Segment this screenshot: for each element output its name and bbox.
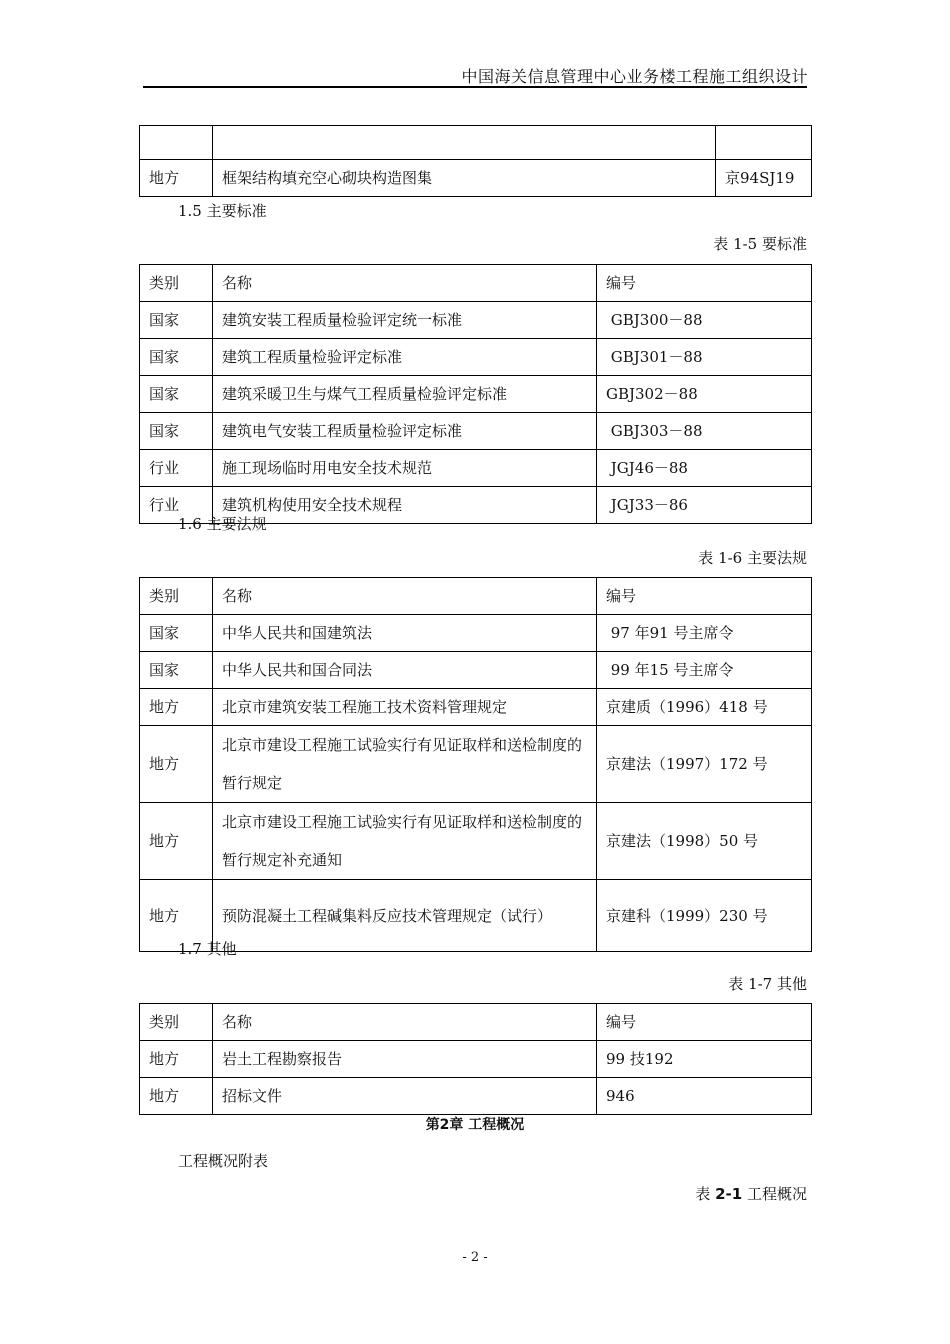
table-cell: 建筑工程质量检验评定标准 (213, 339, 597, 376)
table-row (140, 376, 812, 413)
column-header: 名称 (213, 265, 597, 302)
table-cell: 北京市建设工程施工试验实行有见证取样和送检制度的暂行规定 (213, 726, 597, 803)
column-header: 编号 (597, 1004, 812, 1041)
table-cell: 国家 (140, 376, 213, 413)
table-row (140, 413, 812, 450)
table-cell: 京建科（1999）230 号 (597, 880, 812, 952)
table-cell: GBJ301－88 (597, 339, 812, 376)
table-row (140, 302, 812, 339)
table-cell: 国家 (140, 302, 213, 339)
table-cell: 建筑安装工程质量检验评定统一标准 (213, 302, 597, 339)
section-heading-1-5: 1.5 主要标准 (178, 202, 267, 220)
table-cell: 建筑电气安装工程质量检验评定标准 (213, 413, 597, 450)
table-cell: 国家 (140, 652, 213, 689)
table-cell: 地方 (140, 880, 213, 952)
table-cell: 99 技192 (597, 1041, 812, 1078)
table-caption-1-6: 表 1-6 主要法规 (698, 549, 807, 567)
column-header: 名称 (213, 1004, 597, 1041)
table-cell: 预防混凝土工程碱集料反应技术管理规定（试行） (213, 880, 597, 952)
table-cell: JGJ33－86 (597, 487, 812, 524)
table-cell: 建筑机构使用安全技术规程 (213, 487, 597, 524)
chapter-subtitle: 工程概况附表 (178, 1152, 269, 1170)
table-row (140, 652, 812, 689)
table-1-6 (139, 577, 812, 952)
table-cell: GBJ303－88 (597, 413, 812, 450)
table-cell: 地方 (140, 726, 213, 803)
table-row (140, 160, 812, 197)
column-header: 名称 (213, 578, 597, 615)
table-cell: 京建法（1997）172 号 (597, 726, 812, 803)
table-cell: 框架结构填充空心砌块构造图集 (213, 160, 716, 197)
page-header-title: 中国海关信息管理中心业务楼工程施工组织设计 (461, 67, 808, 86)
table-row (140, 615, 812, 652)
table-caption-2-1 (695, 1183, 807, 1204)
table-cell: 招标文件 (213, 1078, 597, 1115)
table-cell: 中华人民共和国合同法 (213, 652, 597, 689)
table-caption-1-5: 表 1-5 要标准 (713, 235, 807, 253)
table-cell (140, 126, 213, 160)
table-row (140, 1078, 812, 1115)
table-1-7 (139, 1003, 812, 1115)
column-header: 类别 (140, 265, 213, 302)
table-row (140, 880, 812, 952)
table-cell: 京94SJ19 (716, 160, 812, 197)
table-cell: 岩土工程勘察报告 (213, 1041, 597, 1078)
column-header: 编号 (597, 265, 812, 302)
table-cell: 99 年15 号主席令 (597, 652, 812, 689)
table-row (140, 803, 812, 880)
section-heading-1-7: 1.7 其他 (178, 940, 237, 958)
page-number: - 2 - (462, 1250, 488, 1265)
table-row (140, 1041, 812, 1078)
table-cell: 行业 (140, 450, 213, 487)
table-cell: 京建法（1998）50 号 (597, 803, 812, 880)
table-cell: 北京市建设工程施工试验实行有见证取样和送检制度的暂行规定补充通知 (213, 803, 597, 880)
caption-suffix: 工程概况 (742, 1185, 807, 1203)
table-cell: 地方 (140, 1041, 213, 1078)
table-cell: 建筑采暖卫生与煤气工程质量检验评定标准 (213, 376, 597, 413)
table-row (140, 726, 812, 803)
table-row (140, 689, 812, 726)
table-cell: 国家 (140, 339, 213, 376)
table-1-5 (139, 264, 812, 524)
table-cell: 地方 (140, 803, 213, 880)
table-cell: 国家 (140, 615, 213, 652)
table-row (140, 339, 812, 376)
table-cell: 行业 (140, 487, 213, 524)
chapter-title: 第2章 工程概况 (425, 1117, 525, 1133)
table-cell: 北京市建筑安装工程施工技术资料管理规定 (213, 689, 597, 726)
column-header: 类别 (140, 1004, 213, 1041)
table-cell: 地方 (140, 689, 213, 726)
table-cell: 97 年91 号主席令 (597, 615, 812, 652)
table-header-row (140, 265, 812, 302)
table-cell (716, 126, 812, 160)
header-rule (143, 86, 807, 88)
table-cell: 国家 (140, 413, 213, 450)
column-header: 类别 (140, 578, 213, 615)
table-row (140, 126, 812, 160)
table-row (140, 450, 812, 487)
table-cell (213, 126, 716, 160)
table-cell: GBJ302－88 (597, 376, 812, 413)
table-cell: 中华人民共和国建筑法 (213, 615, 597, 652)
column-header: 编号 (597, 578, 812, 615)
table-caption-1-7: 表 1-7 其他 (728, 975, 807, 993)
table-cell: JGJ46－88 (597, 450, 812, 487)
table-header-row (140, 578, 812, 615)
table-cell: GBJ300－88 (597, 302, 812, 339)
table-cell: 地方 (140, 160, 213, 197)
caption-number: 2-1 (715, 1185, 743, 1203)
table-cell: 京建质（1996）418 号 (597, 689, 812, 726)
table-header-row (140, 1004, 812, 1041)
table-cell: 地方 (140, 1078, 213, 1115)
table-cell: 946 (597, 1078, 812, 1115)
table-continued (139, 125, 812, 197)
table-cell: 施工现场临时用电安全技术规范 (213, 450, 597, 487)
section-heading-1-6: 1.6 主要法规 (178, 515, 267, 533)
caption-prefix: 表 (695, 1185, 716, 1203)
